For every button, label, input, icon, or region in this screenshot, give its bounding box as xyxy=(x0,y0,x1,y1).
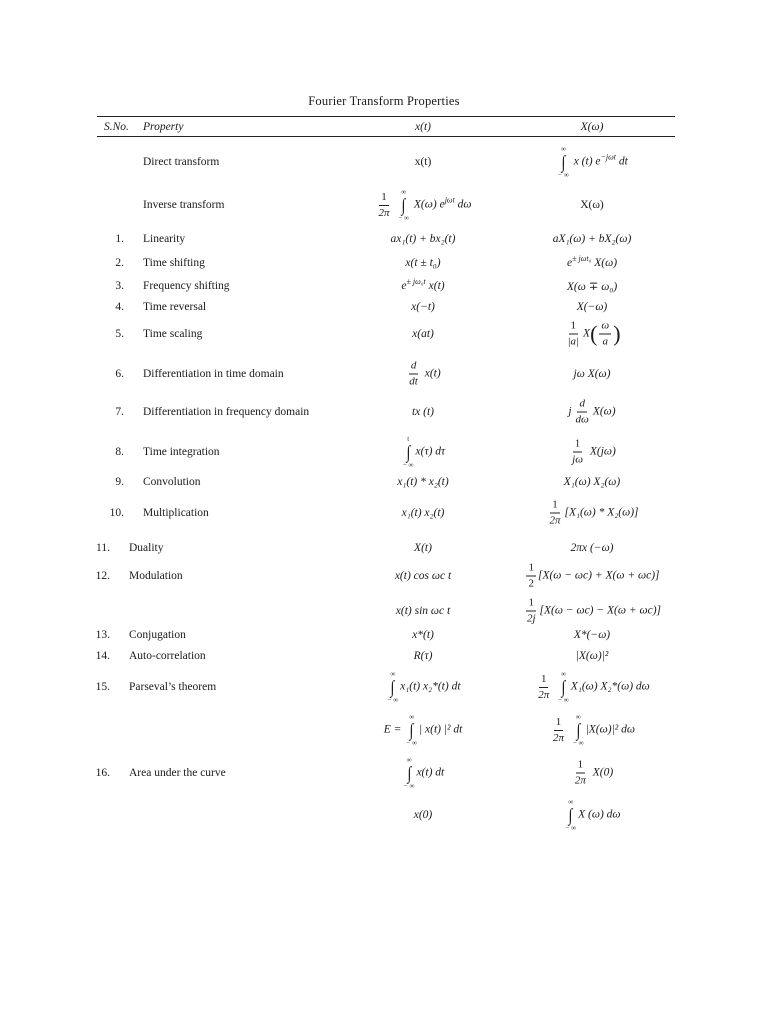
table-row xyxy=(0,189,768,221)
row-sno: 1. xyxy=(115,233,124,245)
row-property: Modulation xyxy=(129,570,183,582)
row-sno: 13. xyxy=(95,629,110,641)
row-xw: |X(ω)|² xyxy=(575,650,609,662)
header-property: Property xyxy=(143,121,184,133)
table-row xyxy=(0,562,768,590)
row-property: Direct transform xyxy=(143,156,220,168)
header-sno: S.No. xyxy=(104,121,129,133)
row-xt: $\frac{d}{dt}$ x(t) xyxy=(409,359,441,388)
row-sno: 15. xyxy=(95,681,110,693)
table-row xyxy=(0,145,768,179)
row-xw: X₁(ω) X₂(ω) xyxy=(563,476,621,488)
table-row xyxy=(0,596,768,626)
row-xt: tx (t) xyxy=(411,406,435,418)
row-xt: x(−t) xyxy=(411,301,435,313)
row-xw: X(ω ∓ ω₀) xyxy=(566,281,618,293)
row-xt: ax₁(t) + bx₂(t) xyxy=(390,233,456,245)
row-xt: x(t) cos ωc t xyxy=(394,570,452,582)
row-property: Time reversal xyxy=(143,301,207,313)
row-xw: j $\frac{d}{d\omega}$ X(ω) xyxy=(568,397,616,426)
row-xw: 2πx (−ω) xyxy=(570,542,614,554)
row-property: Differentiation in frequency domain xyxy=(143,406,310,418)
row-sno: 5. xyxy=(115,328,124,340)
table-row xyxy=(0,498,768,528)
header-bottom-rule xyxy=(97,136,675,137)
row-sno: 4. xyxy=(115,301,124,313)
row-sno: 12. xyxy=(95,570,110,582)
row-sno: 9. xyxy=(115,476,124,488)
table-row xyxy=(0,646,768,666)
table-row xyxy=(0,398,768,426)
row-property: Convolution xyxy=(143,476,201,488)
row-property: Linearity xyxy=(143,233,186,245)
row-property: Time integration xyxy=(143,446,220,458)
row-sno: 6. xyxy=(115,368,124,380)
row-property: Time shifting xyxy=(143,257,205,269)
row-xw: X(ω) xyxy=(580,199,604,211)
row-xt: x(at) xyxy=(412,328,434,340)
row-sno: 7. xyxy=(115,406,124,418)
row-xw: $\frac{1}{2\pi}$ X(0) xyxy=(574,758,614,787)
table-row xyxy=(0,625,768,645)
row-property: Conjugation xyxy=(129,629,186,641)
row-xw: $\frac{1}{2\pi}$ [X₁(ω) * X₂(ω)] xyxy=(549,498,639,527)
row-xw: $\frac{1}{|a|}$ X( $\frac{\omega}{a}$ ) xyxy=(567,319,621,348)
row-property: Parseval’s theorem xyxy=(129,681,217,693)
row-xw: $\frac{1}{2\pi}$ ∞ ∫ − ∞ |X(ω)|² dω xyxy=(553,713,635,747)
row-property: Auto-correlation xyxy=(129,650,206,662)
row-property: Frequency shifting xyxy=(143,280,230,292)
table-row xyxy=(0,712,768,748)
row-xt: X(t) xyxy=(414,542,432,554)
row-sno: 8. xyxy=(115,446,124,458)
row-xt: ∞ ∫ − ∞ x₁(t) x₂*(t) dt xyxy=(387,670,461,704)
row-property: Multiplication xyxy=(143,507,209,519)
row-xw: X(−ω) xyxy=(576,301,608,313)
table-row xyxy=(0,360,768,388)
row-xt: x₁(t) x₂(t) xyxy=(401,507,445,519)
row-xw: ∞ ∫ − ∞ x (t) $e^{-j\omega t}$ dt xyxy=(558,145,628,179)
row-xw: $\frac{1}{2\pi}$ ∞ ∫ − ∞ X₁(ω) X₂*(ω) dω xyxy=(538,670,650,704)
row-xw: aX₁(ω) + bX₂(ω) xyxy=(552,233,632,245)
row-xt: R(τ) xyxy=(413,650,433,662)
row-property: Duality xyxy=(129,542,164,554)
row-sno: 2. xyxy=(115,257,124,269)
table-row xyxy=(0,253,768,273)
row-xw: jω X(ω) xyxy=(573,368,611,380)
row-xt: x*(t) xyxy=(412,629,434,641)
table-row xyxy=(0,229,768,249)
row-property: Differentiation in time domain xyxy=(143,368,284,380)
table-row xyxy=(0,798,768,832)
row-xw: $\frac{1}{2j}$ [X(ω − ωc) − X(ω + ωc)] xyxy=(526,596,662,625)
row-xw: ∞ ∫ − ∞ X (ω) dω xyxy=(565,798,621,832)
row-xt: x(0) xyxy=(413,809,433,821)
row-sno: 14. xyxy=(95,650,110,662)
row-xw: X*(−ω) xyxy=(573,629,611,641)
row-xt: $e^{\pm j\omega_0t}$ x(t) xyxy=(401,277,445,292)
row-xt: x₁(t) * x₂(t) xyxy=(397,476,449,488)
table-row xyxy=(0,756,768,790)
table-row xyxy=(0,435,768,469)
row-property: Time scaling xyxy=(143,328,203,340)
row-xt: t ∫ − ∞ x(τ) dτ xyxy=(402,435,446,469)
header-xw: X(ω) xyxy=(580,121,604,133)
row-sno: 11. xyxy=(96,542,110,554)
header-top-rule xyxy=(97,116,675,117)
table-row xyxy=(0,538,768,558)
row-xw: $e^{\pm j\omega t_0}$ X(ω) xyxy=(566,254,618,269)
row-xt: x(t) sin ωc t xyxy=(395,605,451,617)
table-row xyxy=(0,276,768,296)
row-property: Inverse transform xyxy=(143,199,225,211)
table-row xyxy=(0,472,768,492)
row-sno: 10. xyxy=(109,507,124,519)
page-title: Fourier Transform Properties xyxy=(308,94,460,108)
row-xt: x(t ± t₀) xyxy=(405,257,441,269)
row-xw: $\frac{1}{j\omega}$ X(jω) xyxy=(572,437,616,466)
table-row xyxy=(0,670,768,704)
row-xw: $\frac{1}{2}$ [X(ω − ωc) + X(ω + ωc)] xyxy=(528,561,660,590)
table-row xyxy=(0,297,768,317)
row-xt: ∞ ∫ − ∞ x(t) dt xyxy=(403,756,445,790)
row-sno: 16. xyxy=(95,767,110,779)
header-xt: x(t) xyxy=(415,121,431,133)
table-row xyxy=(0,318,768,350)
row-property: Area under the curve xyxy=(129,767,226,779)
row-xt: E = ∞ ∫ − ∞ | x(t) |² dt xyxy=(383,713,463,747)
row-xt: $\frac{1}{2\pi}$ ∞ ∫ − ∞ X(ω) $e^{j\omega t}$ dω xyxy=(378,188,472,222)
row-sno: 3. xyxy=(115,280,124,292)
row-xt: x(t) xyxy=(414,156,432,168)
